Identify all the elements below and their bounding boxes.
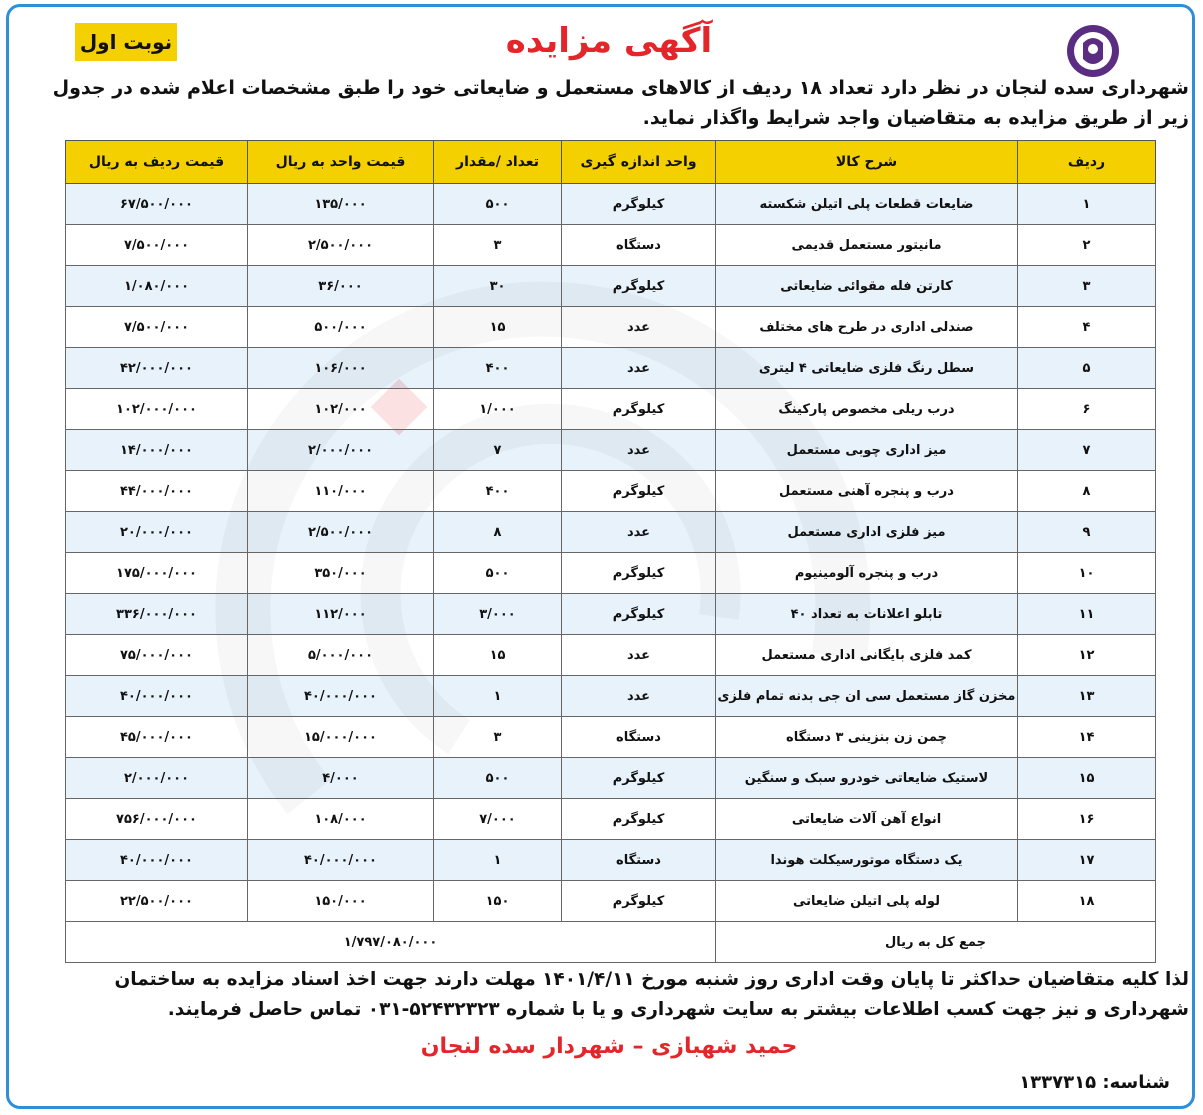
cell-unit-price: ۱۰۲/۰۰۰	[248, 389, 434, 430]
cell-quantity: ۴۰۰	[434, 471, 562, 512]
cell-row-price: ۱۴/۰۰۰/۰۰۰	[66, 430, 248, 471]
table-row	[66, 512, 1156, 553]
cell-row: ۶	[1018, 389, 1156, 430]
cell-unit: کیلوگرم	[562, 471, 716, 512]
notice-id-value: ۱۳۳۷۳۱۵	[1019, 1072, 1097, 1093]
cell-unit-price: ۲/۵۰۰/۰۰۰	[248, 225, 434, 266]
cell-description: انواع آهن آلات ضایعاتی	[716, 799, 1018, 840]
cell-unit-price: ۱۱۲/۰۰۰	[248, 594, 434, 635]
cell-description: مانیتور مستعمل قدیمی	[716, 225, 1018, 266]
header-quantity: تعداد /مقدار	[434, 141, 562, 184]
table-row	[66, 307, 1156, 348]
cell-unit-price: ۲/۵۰۰/۰۰۰	[248, 512, 434, 553]
cell-row-price: ۷/۵۰۰/۰۰۰	[66, 225, 248, 266]
cell-description: یک دستگاه موتورسیکلت هوندا	[716, 840, 1018, 881]
cell-row: ۱۶	[1018, 799, 1156, 840]
cell-quantity: ۱۵	[434, 307, 562, 348]
cell-row-price: ۶۷/۵۰۰/۰۰۰	[66, 184, 248, 225]
cell-unit-price: ۴۰/۰۰۰/۰۰۰	[248, 676, 434, 717]
ad-frame	[6, 4, 1195, 1109]
table-row	[66, 881, 1156, 922]
table-row	[66, 676, 1156, 717]
cell-unit: دستگاه	[562, 225, 716, 266]
cell-unit-price: ۳۶/۰۰۰	[248, 266, 434, 307]
closing-paragraph: لذا کلیه متقاضیان حداکثر تا پایان وقت اداری روز شنبه مورخ ۱۴۰۱/۴/۱۱ مهلت دارند جهت اخذ اسناد مزایده به ساختمان شهرداری و نیز جهت کسب اطلاعات بیشتر به سایت شهرداری و یا با شماره ۵۲۴۳۲۳۲۳-۰۳۱ تماس حاصل فرمایند.	[114, 969, 1189, 1020]
cell-quantity: ۱۵	[434, 635, 562, 676]
header-row-number: ردیف	[1018, 141, 1156, 184]
cell-quantity: ۷/۰۰۰	[434, 799, 562, 840]
cell-row-price: ۴۴/۰۰۰/۰۰۰	[66, 471, 248, 512]
cell-description: تابلو اعلانات به تعداد ۴۰	[716, 594, 1018, 635]
cell-row-price: ۱۰۲/۰۰۰/۰۰۰	[66, 389, 248, 430]
cell-quantity: ۱/۰۰۰	[434, 389, 562, 430]
cell-quantity: ۸	[434, 512, 562, 553]
cell-unit-price: ۱۰۶/۰۰۰	[248, 348, 434, 389]
cell-unit: عدد	[562, 430, 716, 471]
cell-row-price: ۴۰/۰۰۰/۰۰۰	[66, 676, 248, 717]
cell-row-price: ۱۷۵/۰۰۰/۰۰۰	[66, 553, 248, 594]
cell-quantity: ۴۰۰	[434, 348, 562, 389]
cell-description: صندلی اداری در طرح های مختلف	[716, 307, 1018, 348]
ad-title: آگهی مزایده	[505, 21, 713, 61]
notice-id-label: شناسه:	[1102, 1072, 1170, 1093]
header-unit: واحد اندازه گیری	[562, 141, 716, 184]
table-row	[66, 430, 1156, 471]
cell-row: ۱۱	[1018, 594, 1156, 635]
cell-description: لوله پلی اتیلن ضایعاتی	[716, 881, 1018, 922]
table-row	[66, 553, 1156, 594]
table-row	[66, 266, 1156, 307]
signature: حمید شهبازی – شهردار سده لنجان	[420, 1034, 798, 1059]
cell-description: میز اداری چوبی مستعمل	[716, 430, 1018, 471]
table-row	[66, 389, 1156, 430]
auction-items-table	[65, 140, 1156, 963]
table-row	[66, 184, 1156, 225]
cell-quantity: ۵۰۰	[434, 184, 562, 225]
cell-row-price: ۴۵/۰۰۰/۰۰۰	[66, 717, 248, 758]
round-badge: نوبت اول	[75, 23, 177, 61]
cell-description: درب و پنجره آهنی مستعمل	[716, 471, 1018, 512]
cell-description: ضایعات قطعات پلی اتیلن شکسته	[716, 184, 1018, 225]
total-row	[66, 922, 1156, 963]
cell-unit-price: ۱۵/۰۰۰/۰۰۰	[248, 717, 434, 758]
cell-row-price: ۳۳۶/۰۰۰/۰۰۰	[66, 594, 248, 635]
cell-unit-price: ۴۰/۰۰۰/۰۰۰	[248, 840, 434, 881]
cell-unit: دستگاه	[562, 840, 716, 881]
cell-row-price: ۲/۰۰۰/۰۰۰	[66, 758, 248, 799]
cell-unit: عدد	[562, 512, 716, 553]
cell-description: کمد فلزی بایگانی اداری مستعمل	[716, 635, 1018, 676]
table-row	[66, 348, 1156, 389]
cell-unit: عدد	[562, 635, 716, 676]
header-row-price: قیمت ردیف به ریال	[66, 141, 248, 184]
cell-unit: کیلوگرم	[562, 594, 716, 635]
cell-unit: کیلوگرم	[562, 266, 716, 307]
cell-row: ۱۲	[1018, 635, 1156, 676]
cell-row-price: ۱/۰۸۰/۰۰۰	[66, 266, 248, 307]
cell-unit: عدد	[562, 676, 716, 717]
table-row	[66, 471, 1156, 512]
cell-description: کارتن فله مقوائی ضایعاتی	[716, 266, 1018, 307]
cell-row-price: ۲۰/۰۰۰/۰۰۰	[66, 512, 248, 553]
cell-row-price: ۲۲/۵۰۰/۰۰۰	[66, 881, 248, 922]
intro-paragraph: شهرداری سده لنجان در نظر دارد تعداد ۱۸ ردیف از کالاهای مستعمل و ضایعاتی خود را طبق مشخصات اعلام شده در جدول زیر از طریق مزایده به متقاضیان واجد شرایط واگذار نماید.	[52, 77, 1189, 129]
cell-unit: عدد	[562, 348, 716, 389]
cell-unit: کیلوگرم	[562, 758, 716, 799]
table-row	[66, 594, 1156, 635]
cell-quantity: ۳۰	[434, 266, 562, 307]
cell-description: چمن زن بنزینی ۳ دستگاه	[716, 717, 1018, 758]
cell-row: ۹	[1018, 512, 1156, 553]
cell-row: ۱۸	[1018, 881, 1156, 922]
cell-description: درب و پنجره آلومینیوم	[716, 553, 1018, 594]
cell-quantity: ۱	[434, 840, 562, 881]
cell-description: مخزن گاز مستعمل سی ان جی بدنه تمام فلزی	[716, 676, 1018, 717]
cell-row-price: ۴۰/۰۰۰/۰۰۰	[66, 840, 248, 881]
cell-quantity: ۱۵۰	[434, 881, 562, 922]
cell-row: ۷	[1018, 430, 1156, 471]
cell-row: ۳	[1018, 266, 1156, 307]
cell-unit-price: ۵۰۰/۰۰۰	[248, 307, 434, 348]
cell-row: ۵	[1018, 348, 1156, 389]
cell-quantity: ۵۰۰	[434, 758, 562, 799]
cell-row: ۱۴	[1018, 717, 1156, 758]
cell-row: ۸	[1018, 471, 1156, 512]
cell-description: سطل رنگ فلزی ضایعاتی ۴ لیتری	[716, 348, 1018, 389]
cell-row: ۱۰	[1018, 553, 1156, 594]
cell-row: ۱	[1018, 184, 1156, 225]
cell-row-price: ۷۵۶/۰۰۰/۰۰۰	[66, 799, 248, 840]
cell-description: درب ریلی مخصوص پارکینگ	[716, 389, 1018, 430]
table-row	[66, 717, 1156, 758]
table-row	[66, 758, 1156, 799]
cell-row-price: ۷/۵۰۰/۰۰۰	[66, 307, 248, 348]
cell-description: لاستیک ضایعاتی خودرو سبک و سنگین	[716, 758, 1018, 799]
cell-unit: کیلوگرم	[562, 184, 716, 225]
header-description: شرح کالا	[716, 141, 1018, 184]
cell-unit: عدد	[562, 307, 716, 348]
cell-quantity: ۳	[434, 717, 562, 758]
table-header-row	[66, 141, 1156, 184]
cell-unit: کیلوگرم	[562, 553, 716, 594]
cell-quantity: ۷	[434, 430, 562, 471]
cell-unit: کیلوگرم	[562, 881, 716, 922]
cell-quantity: ۳	[434, 225, 562, 266]
cell-unit-price: ۵/۰۰۰/۰۰۰	[248, 635, 434, 676]
cell-unit-price: ۴/۰۰۰	[248, 758, 434, 799]
cell-row: ۲	[1018, 225, 1156, 266]
cell-description: میز فلزی اداری مستعمل	[716, 512, 1018, 553]
table-row	[66, 799, 1156, 840]
cell-row: ۱۷	[1018, 840, 1156, 881]
cell-row-price: ۴۲/۰۰۰/۰۰۰	[66, 348, 248, 389]
cell-unit: دستگاه	[562, 717, 716, 758]
table-row	[66, 635, 1156, 676]
notice-id	[1019, 1072, 1170, 1093]
table-row	[66, 840, 1156, 881]
cell-quantity: ۱	[434, 676, 562, 717]
cell-row: ۱۵	[1018, 758, 1156, 799]
table-row	[66, 225, 1156, 266]
cell-unit-price: ۱۵۰/۰۰۰	[248, 881, 434, 922]
cell-row: ۱۳	[1018, 676, 1156, 717]
cell-unit-price: ۱۳۵/۰۰۰	[248, 184, 434, 225]
cell-unit: کیلوگرم	[562, 799, 716, 840]
cell-row-price: ۷۵/۰۰۰/۰۰۰	[66, 635, 248, 676]
total-label: جمع کل به ریال	[716, 922, 1156, 963]
cell-quantity: ۵۰۰	[434, 553, 562, 594]
cell-quantity: ۳/۰۰۰	[434, 594, 562, 635]
cell-unit-price: ۲/۰۰۰/۰۰۰	[248, 430, 434, 471]
cell-unit-price: ۱۱۰/۰۰۰	[248, 471, 434, 512]
cell-unit-price: ۱۰۸/۰۰۰	[248, 799, 434, 840]
total-value: ۱/۷۹۷/۰۸۰/۰۰۰	[66, 922, 716, 963]
municipality-logo-icon	[1065, 23, 1121, 79]
cell-unit-price: ۳۵۰/۰۰۰	[248, 553, 434, 594]
cell-unit: کیلوگرم	[562, 389, 716, 430]
header-unit-price: قیمت واحد به ریال	[248, 141, 434, 184]
cell-row: ۴	[1018, 307, 1156, 348]
